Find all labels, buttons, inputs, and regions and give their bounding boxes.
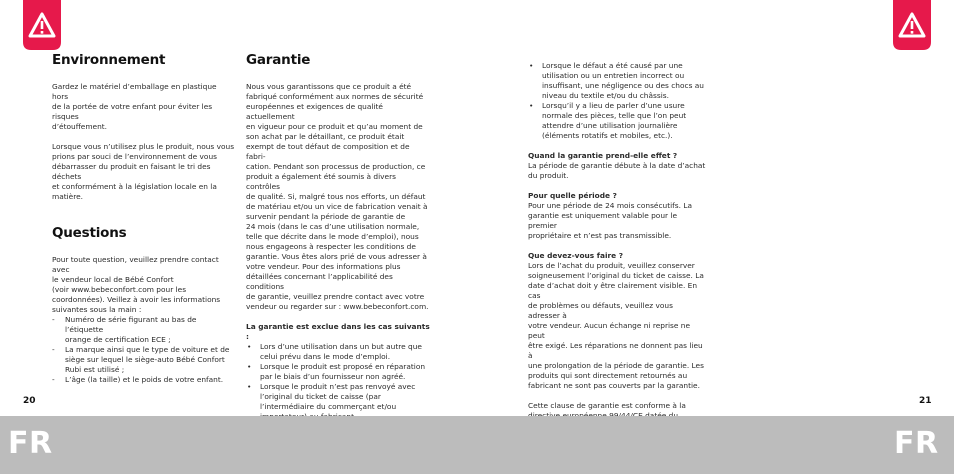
text-line: débarrasser du produit en faisant le tri des déchets xyxy=(52,162,211,181)
text-line: de garantie, veuillez prendre contact avec votre xyxy=(246,292,425,301)
text-line: fabricant ne sont pas couverts par la garantie. xyxy=(528,381,700,390)
text-line: propriétaire et n’est pas transmissible. xyxy=(528,231,672,240)
text-line: fabriqué conformément aux normes de sécurité xyxy=(246,92,424,101)
text-line: La période de garantie débute à la date d’achat xyxy=(528,161,706,170)
period-body xyxy=(528,201,706,241)
text-line: Nous vous garantissons que ce produit a été xyxy=(246,82,412,91)
text-line: La marque ainsi que le type de voiture et de xyxy=(65,345,230,354)
text-line: L’âge (la taille) et le poids de votre enfant. xyxy=(65,375,224,384)
text-line: Lorsque vous n’utilisez plus le produit, nous vous xyxy=(52,142,235,151)
text-line: matière. xyxy=(52,192,83,201)
text-line: de matériau et/ou un vice de fabrication venait à xyxy=(246,202,428,211)
list-item xyxy=(246,362,431,382)
text-line: en vigueur pour ce produit et qu’au moment de xyxy=(246,122,423,131)
text-line: produits qui sont directement retournés au xyxy=(528,371,688,380)
heading-guarantee: Garantie xyxy=(246,52,311,68)
list-item xyxy=(52,315,235,345)
questions-list xyxy=(52,315,235,385)
text-line: nous engageons à respecter les conditions de xyxy=(246,242,416,251)
text-line: vendeur ou regarder sur : www.bebeconfort.com. xyxy=(246,302,429,311)
text-line: Lors d’une utilisation dans un but autre que xyxy=(260,342,422,351)
list-item xyxy=(246,342,431,362)
text-line: cation. Pendant son processus de production, ce xyxy=(246,162,426,171)
text-line: du produit. xyxy=(528,171,569,180)
text-line: Pour toute question, veuillez prendre contact avec xyxy=(52,255,219,274)
page-number-right: 21 xyxy=(919,396,932,406)
text-line: utilisation ou un entretien incorrect ou xyxy=(542,71,685,80)
text-line: (éléments rotatifs et mobiles, etc.). xyxy=(542,131,673,140)
text-line: (voir www.bebeconfort.com pour les xyxy=(52,285,187,294)
text-line: soigneusement l’original du ticket de caisse. La xyxy=(528,271,704,280)
text-line: Gardez le matériel d’emballage en plastique hors xyxy=(52,82,217,101)
text-line: Lorsqu’il y a lieu de parler d’une usure xyxy=(542,101,685,110)
text-line: Lorsque le produit n’est pas renvoyé avec xyxy=(260,382,416,391)
text-line: coordonnées). Veillez à avoir les informations xyxy=(52,295,221,304)
text-line: 24 mois (dans le cas d’une utilisation normale, xyxy=(246,222,420,231)
text-line: détaillées concernant l’applicabilité des conditions xyxy=(246,272,393,291)
warning-triangle-icon xyxy=(893,0,931,50)
text-line: celui prévu dans le mode d’emploi. xyxy=(260,352,391,361)
exclusions-title: La garantie est exclue dans les cas suivants : xyxy=(246,322,430,341)
text-line: l’intermédiaire du commerçant et/ou xyxy=(260,402,397,411)
warning-triangle-icon xyxy=(23,0,61,50)
when-title: Quand la garantie prend-elle effet ? xyxy=(528,151,678,160)
text-line: normale des pièces, telle que l’on peut xyxy=(542,111,687,120)
list-item xyxy=(528,61,706,101)
column-middle xyxy=(246,52,431,452)
page-number-left: 20 xyxy=(23,396,36,406)
text-line: exempt de tout défaut de composition et de fabri- xyxy=(246,142,410,161)
text-line: son achat par le détaillant, ce produit était xyxy=(246,132,405,141)
text-line: Numéro de série figurant au bas de l’étiquette xyxy=(65,315,197,334)
text-line: Rubi est utilisé ; xyxy=(65,365,125,374)
list-item xyxy=(528,101,706,141)
environment-paragraph-2 xyxy=(52,142,235,202)
text-line: le vendeur local de Bébé Confort xyxy=(52,275,174,284)
column-right xyxy=(528,61,706,431)
text-line: Lorsque le défaut a été causé par une xyxy=(542,61,683,70)
text-line: votre vendeur. Pour des informations plus xyxy=(246,262,401,271)
text-line: attendre d’une utilisation journalière xyxy=(542,121,678,130)
text-line: produit a également été soumis à divers contrôles xyxy=(246,172,396,191)
column-left xyxy=(52,52,235,385)
exclusions-list-continued xyxy=(528,61,706,141)
text-line: suivantes sous la main : xyxy=(52,305,142,314)
text-line: Lors de l’achat du produit, veuillez conserver xyxy=(528,261,695,270)
text-line: l’original du ticket de caisse (par xyxy=(260,392,381,401)
language-label-left: FR xyxy=(8,426,53,461)
text-line: telle que décrite dans le mode d’emploi), nous xyxy=(246,232,419,241)
text-line: niveau du textile et/ou du châssis. xyxy=(542,91,669,100)
text-line: Lorsque le produit est proposé en réparation xyxy=(260,362,426,371)
heading-questions: Questions xyxy=(52,225,127,241)
text-line: une prolongation de la période de garantie. Les xyxy=(528,361,704,370)
text-line: de la portée de votre enfant pour éviter les risques xyxy=(52,102,213,121)
text-line: survenir pendant la période de garantie de xyxy=(246,212,406,221)
language-label-right: FR xyxy=(894,426,939,461)
text-line: par le biais d’un fournisseur non agréé. xyxy=(260,372,406,381)
text-line: date d’achat doit y être clairement visible. En cas xyxy=(528,281,698,300)
text-line: Cette clause de garantie est conforme à la xyxy=(528,401,686,410)
text-line: insuffisant, une négligence ou des chocs au xyxy=(542,81,704,90)
text-line: et conformément à la législation locale en la xyxy=(52,182,217,191)
period-title: Pour quelle période ? xyxy=(528,191,617,200)
text-line: garantie est uniquement valable pour le premier xyxy=(528,211,677,230)
list-item xyxy=(52,375,235,385)
todo-title: Que devez-vous faire ? xyxy=(528,251,624,260)
text-line: garantie. Vous êtes alors prié de vous adresser à xyxy=(246,252,427,261)
questions-intro xyxy=(52,255,235,315)
when-body xyxy=(528,161,706,181)
text-line: Pour une période de 24 mois consécutifs. La xyxy=(528,201,692,210)
todo-body xyxy=(528,261,706,391)
footer-band xyxy=(0,416,954,474)
list-item xyxy=(52,345,235,375)
text-line: d’étouffement. xyxy=(52,122,108,131)
text-line: de qualité. Si, malgré tous nos efforts, un défaut xyxy=(246,192,426,201)
text-line: de problèmes ou défauts, veuillez vous adresser à xyxy=(528,301,673,320)
text-line: orange de certification ECE ; xyxy=(65,335,171,344)
guarantee-body xyxy=(246,82,431,312)
text-line: européennes et exigences de qualité actuellement xyxy=(246,102,383,121)
heading-environment: Environnement xyxy=(52,52,166,68)
text-line: être exigé. Les réparations ne donnent pas lieu à xyxy=(528,341,703,360)
text-line: votre vendeur. Aucun échange ni reprise ne peut xyxy=(528,321,691,340)
environment-paragraph-1 xyxy=(52,82,235,132)
text-line: prions par souci de l’environnement de vous xyxy=(52,152,217,161)
text-line: siège sur lequel le siège-auto Bébé Confort xyxy=(65,355,225,364)
